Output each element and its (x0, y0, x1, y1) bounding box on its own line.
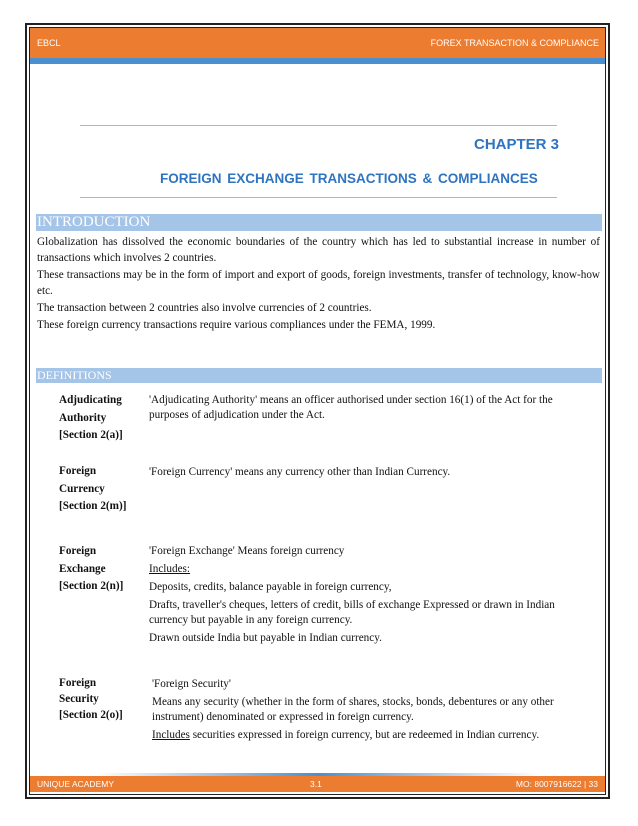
term-line: Foreign (59, 465, 97, 477)
definition-line (152, 728, 579, 743)
definition-line: 'Foreign Exchange' Means foreign currency (149, 545, 345, 557)
definition-line: Deposits, credits, balance payable in foreign currency, (149, 581, 392, 593)
term-line: [Section 2(o)] (59, 709, 123, 721)
definition-line: 'Foreign Currency' means any currency other than Indian Currency. (149, 466, 451, 478)
intro-paragraph: Globalization has dissolved the economic boundaries of the country which has led to substantial increase in number of transactions which involves 2 countries. (37, 236, 600, 264)
term-line: Foreign (59, 677, 97, 689)
intro-paragraph: These transactions may be in the form of import and export of goods, foreign investments, transfer of technology, know-how etc. (37, 269, 600, 297)
header-left-text: EBCL (37, 38, 61, 48)
definition-term-adjudicating-authority (59, 392, 123, 445)
definition-line: Drawn outside India but payable in Indian currency. (149, 632, 382, 644)
footer-left-text: UNIQUE ACADEMY (37, 779, 114, 789)
includes-text: securities expressed in foreign currency, but are redeemed in Indian currency. (189, 729, 540, 741)
definition-line: Means any security (whether in the form of shares, stocks, bonds, debentures or any other instrument) denominated or expressed in foreign currency. (152, 696, 554, 723)
term-line: [Section 2(n)] (59, 580, 124, 592)
introduction-body (37, 234, 600, 334)
term-line: [Section 2(m)] (59, 500, 127, 512)
term-line: Currency (59, 482, 105, 495)
definition-line: Drafts, traveller's cheques, letters of credit, bills of exchange Expressed or drawn in Indian currency but payable in any foreign currency. (149, 599, 555, 626)
term-line: Authority (59, 411, 107, 424)
chapter-bottom-rule (80, 197, 557, 198)
intro-paragraph: These foreign currency transactions require various compliances under the FEMA, 1999. (37, 319, 436, 331)
definition-line: 'Adjudicating Authority' means an officer authorised under section 16(1) of the Act for the purposes of adjudication under the Act. (149, 394, 553, 421)
definition-term-foreign-exchange (59, 543, 123, 596)
definitions-heading: DEFINITIONS (36, 368, 602, 383)
definition-term-foreign-currency (59, 463, 126, 516)
definition-text-foreign-security (152, 677, 579, 746)
term-line: Security (59, 693, 99, 705)
definition-text-foreign-exchange (149, 544, 579, 649)
chapter-top-rule (80, 125, 557, 126)
page-header (30, 28, 605, 58)
definition-text-foreign-currency (149, 465, 579, 483)
footer-right-text: MO: 8007916622 | 33 (515, 779, 598, 789)
term-line: Exchange (59, 562, 106, 575)
includes-label: Includes (152, 729, 190, 741)
header-right-text: FOREX TRANSACTION & COMPLIANCE (430, 38, 599, 48)
term-line: [Section 2(a)] (59, 429, 123, 441)
page-footer (30, 776, 605, 792)
term-line: Foreign (59, 545, 97, 557)
definition-line: 'Foreign Security' (152, 678, 231, 690)
term-line: Adjudicating (59, 394, 122, 406)
footer-page-number: 3.1 (310, 779, 322, 789)
introduction-heading: INTRODUCTION (36, 214, 602, 231)
chapter-number: CHAPTER 3 (473, 136, 559, 153)
includes-label: Includes: (149, 563, 191, 575)
chapter-title: FOREIGN EXCHANGE TRANSACTIONS & COMPLIANCES (160, 171, 538, 186)
definition-text-adjudicating-authority (149, 393, 579, 426)
intro-paragraph: The transaction between 2 countries also involve currencies of 2 countries. (37, 302, 372, 314)
definition-term-foreign-security (59, 675, 123, 723)
header-stripe (30, 58, 605, 64)
